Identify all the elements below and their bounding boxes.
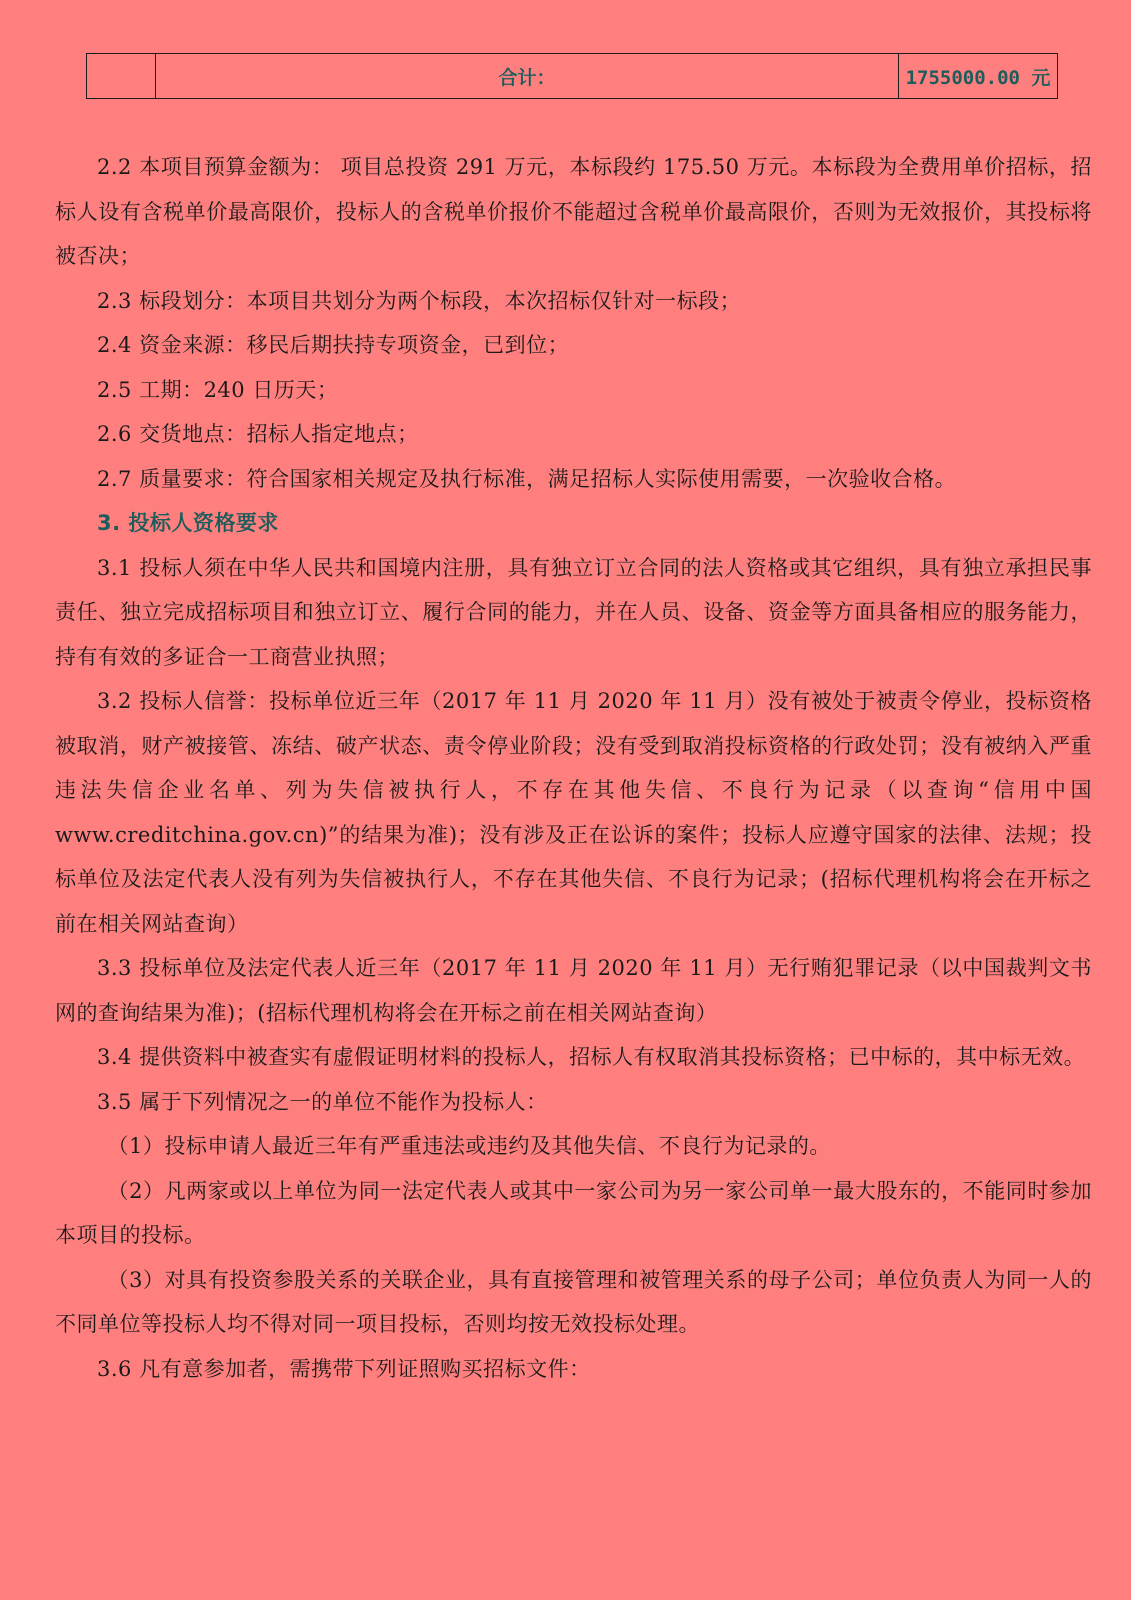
- table-empty-cell: [87, 54, 156, 99]
- para-3-6: 3.6 凡有意参加者，需携带下列证照购买招标文件：: [97, 1356, 591, 1381]
- para-3-5-1: （1）投标申请人最近三年有严重违法或违约及其他失信、不良行为记录的。: [107, 1134, 831, 1158]
- para-2-5: 2.5 工期：240 日历天；: [97, 377, 339, 402]
- para-3-5-3: （3）对具有投资参股关系的关联企业，具有直接管理和被管理关系的母子公司；单位负责人为同一人的不同单位等投标人均不得对同一项目投标，否则均按无效投标处理。: [55, 1267, 1092, 1336]
- document-body: [55, 145, 1092, 1391]
- para-2-7: 2.7 质量要求：符合国家相关规定及执行标准，满足招标人实际使用需要，一次验收合格。: [97, 466, 957, 491]
- para-3-1: 3.1 投标人须在中华人民共和国境内注册，具有独立订立合同的法人资格或其它组织，具有独立承担民事责任、独立完成招标项目和独立订立、履行合同的能力，并在人员、设备、资金等方面具备相应的服务能力，持有有效的多证合一工商营业执照；: [55, 555, 1092, 669]
- para-2-4: 2.4 资金来源：移民后期扶持专项资金，已到位；: [97, 333, 570, 357]
- total-row: [87, 54, 1058, 99]
- section-heading-3: 3. 投标人资格要求: [97, 511, 279, 535]
- total-table: [86, 53, 1058, 99]
- para-2-3: 2.3 标段划分：本项目共划分为两个标段，本次招标仅针对一标段；: [97, 288, 742, 313]
- para-3-5-2: （2）凡两家或以上单位为同一法定代表人或其中一家公司为另一家公司单一最大股东的，不能同时参加本项目的投标。: [55, 1178, 1092, 1247]
- para-2-6: 2.6 交货地点：招标人指定地点；: [97, 422, 419, 446]
- para-3-2: 3.2 投标人信誉：投标单位近三年（2017 年 11 月 2020 年 11 月）没有被处于被责令停业，投标资格被取消，财产被接管、冻结、破产状态、责令停业阶段；没有受到取消投标资格的行政处罚；没有被纳入严重违法失信企业名单、列为失信被执行人，不存在其他失信、不良行为记录（以查询“信用中国www.creditchina.gov.cn)”的结果为准)；没有涉及正在讼诉的案件；投标人应遵守国家的法律、法规；投标单位及法定代表人没有列为失信被执行人，不存在其他失信、不良行为记录；(招标代理机构将会在开标之前在相关网站查询）: [55, 689, 1092, 936]
- total-amount: 1755000.00 元: [899, 54, 1058, 99]
- para-2-2: 2.2 本项目预算金额为： 项目总投资 291 万元，本标段约 175.50 万元。本标段为全费用单价招标，招标人设有含税单价最高限价，投标人的含税单价报价不能超过含税单价最高限价，否则为无效报价，其投标将被否决；: [55, 155, 1092, 268]
- para-3-3: 3.3 投标单位及法定代表人近三年（2017 年 11 月 2020 年 11 月）无行贿犯罪记录（以中国裁判文书网的查询结果为准)；(招标代理机构将会在开标之前在相关网站查询）: [55, 956, 1092, 1025]
- total-label: 合计：: [156, 54, 899, 99]
- para-3-4: 3.4 提供资料中被查实有虚假证明材料的投标人，招标人有权取消其投标资格；已中标的，其中标无效。: [97, 1045, 1086, 1069]
- para-3-5: 3.5 属于下列情况之一的单位不能作为投标人：: [97, 1089, 548, 1114]
